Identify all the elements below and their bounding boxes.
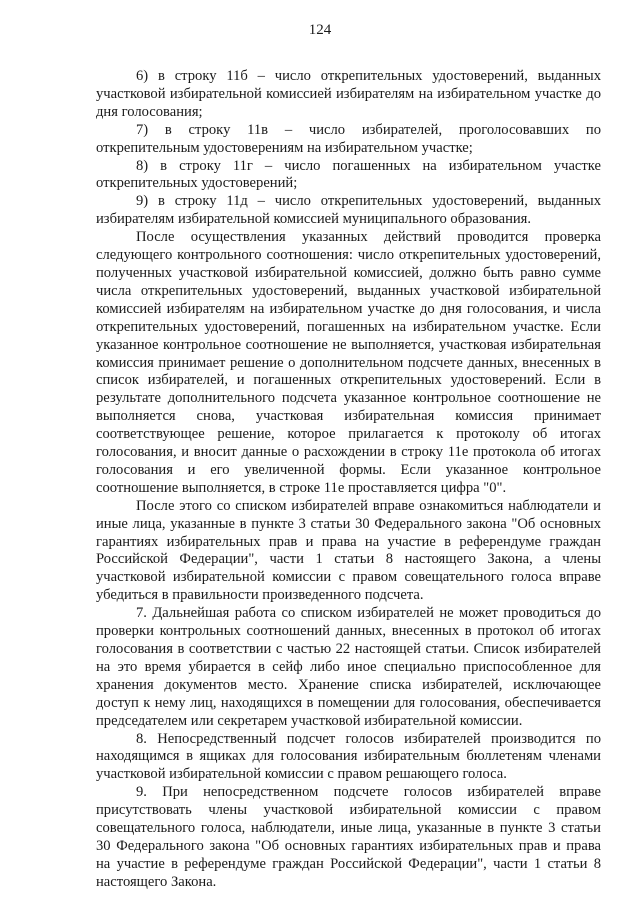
paragraph-section-9: 9. При непосредственном подсчете голосов избирателей вправе присутствовать члены участковой избирательной комиссии с правом совещательного голоса, наблюдатели, иные лица, указанные в пункте 3 статьи 30 Федерального закона "Об основных гарантиях избирательных прав и права на участие в референдуме граждан Российской Федерации", части 1 статьи 8 настоящего Закона. bbox=[96, 784, 601, 890]
paragraph-section-8: 8. Непосредственный подсчет голосов избирателей производится по находящимся в ящиках для голосования избирательным бюллетеням членами участковой избирательной комиссии с правом решающего голоса. bbox=[96, 730, 601, 783]
paragraph-observers: После этого со списком избирателей вправе ознакомиться наблюдатели и иные лица, указанные в пункте 3 статьи 30 Федерального закона "Об основных гарантиях избирательных прав и права на участие в референдуме граждан Российской Федерации", части 1 статьи 8 настоящего Закона, а члены участковой избирательной комиссии с правом совещательного голоса вправе убедиться в правильности произведенного подсчета. bbox=[96, 497, 601, 604]
paragraph-section-7: 7. Дальнейшая работа со списком избирателей не может проводиться до проверки контрольных соотношений данных, внесенных в протокол об итогах голосования в соответствии с частью 22 настоящей статьи. Список избирателей на это время убирается в сейф либо иное специально приспособленное для хранения документов место. Хранение списка избирателей, исключающее доступ к нему лиц, находящихся в помещении для голосования, обеспечивается председателем или секретарем участковой избирательной комиссии. bbox=[96, 605, 601, 729]
paragraph-control-check: После осуществления указанных действий проводится проверка следующего контрольного соотношения: число открепительных удостоверений, полученных участковой избирательной комиссией, должно быть равно сумме числа открепительных удостоверений, выданных участковой избирательной комиссией избирателям на избирательном участке до дня голосования, и числа открепительных удостоверений, погашенных на избирательном участке. Если указанное контрольное соотношение не выполняется, участковая избирательная комиссия принимает решение о дополнительном подсчете данных, внесенных в список избирателей, и погашенных открепительных удостоверений. Если в результате дополнительного подсчета указанное контрольное соотношение не выполняется снова, участковая избирательная комиссия принимает соответствующее решение, которое прилагается к протоколу об итогах голосования, и вносит данные о расхождении в строку 11е протокола об итогах голосования и его увеличенной формы. Если указанное контрольное соотношение выполняется, в строке 11е проставляется цифра "0". bbox=[96, 229, 601, 496]
document-body bbox=[96, 68, 601, 892]
paragraph-item-8: 8) в строку 11г – число погашенных на избирательном участке открепительных удостоверений; bbox=[96, 157, 601, 192]
paragraph-item-7: 7) в строку 11в – число избирателей, проголосовавших по открепительным удостоверениям на избирательном участке; bbox=[96, 121, 601, 156]
paragraph-item-6: 6) в строку 11б – число открепительных удостоверений, выданных участковой избирательной комиссией избирателям на избирательном участке до дня голосования; bbox=[96, 68, 601, 120]
paragraph-item-9: 9) в строку 11д – число открепительных удостоверений, выданных избирателям избирательной комиссией муниципального образования. bbox=[96, 193, 601, 228]
page-number: 124 bbox=[308, 22, 332, 38]
